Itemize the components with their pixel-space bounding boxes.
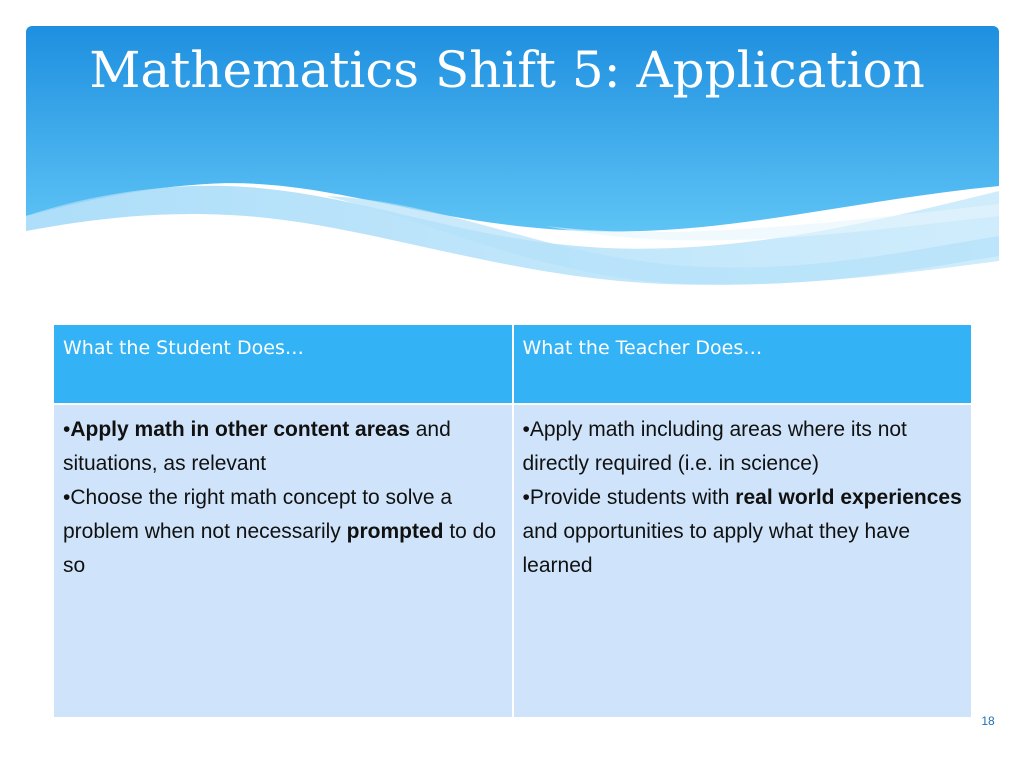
teacher-bullet-1-text: Apply math including areas where its not directly required (i.e. in science) — [522, 418, 907, 475]
teacher-bullet-2-text-a: Provide students with — [529, 486, 736, 509]
slide-title: Mathematics Shift 5: Application — [89, 41, 925, 99]
teacher-bullet-1: •Apply math including areas where its not directly required (i.e. in science) — [522, 418, 907, 475]
student-cell — [53, 404, 513, 718]
student-bullet-2-bold: prompted — [346, 520, 444, 543]
table-row — [53, 404, 972, 718]
teacher-bullet-2-text-b: and opportunities to apply what they have learned — [522, 520, 911, 577]
student-bullet-2: •Choose the right math concept to solve a problem when not necessarily prompted to do so — [63, 486, 497, 577]
header-teacher-label: What the Teacher Does… — [522, 337, 763, 359]
comparison-table — [52, 323, 973, 719]
header-student — [53, 324, 513, 404]
header-student-label: What the Student Does… — [63, 337, 304, 359]
student-bullet-1: •Apply math in other content areas and situations, as relevant — [63, 418, 451, 475]
teacher-cell — [513, 404, 973, 718]
slide-number: 18 — [981, 714, 995, 728]
header-teacher — [513, 324, 973, 404]
student-bullet-1-text: and situations, as relevant — [63, 418, 451, 475]
student-bullet-2-text-a: Choose the right math concept to solve a problem when not necessarily — [63, 486, 453, 543]
table-header-row — [53, 324, 972, 404]
student-bullet-2-text-b: to do so — [63, 520, 497, 577]
student-bullet-1-bold: Apply math in other content areas — [70, 418, 410, 441]
teacher-bullet-2-bold: real world experiences — [735, 486, 962, 509]
teacher-bullet-2: •Provide students with real world experiences and opportunities to apply what they have learned — [522, 486, 962, 577]
